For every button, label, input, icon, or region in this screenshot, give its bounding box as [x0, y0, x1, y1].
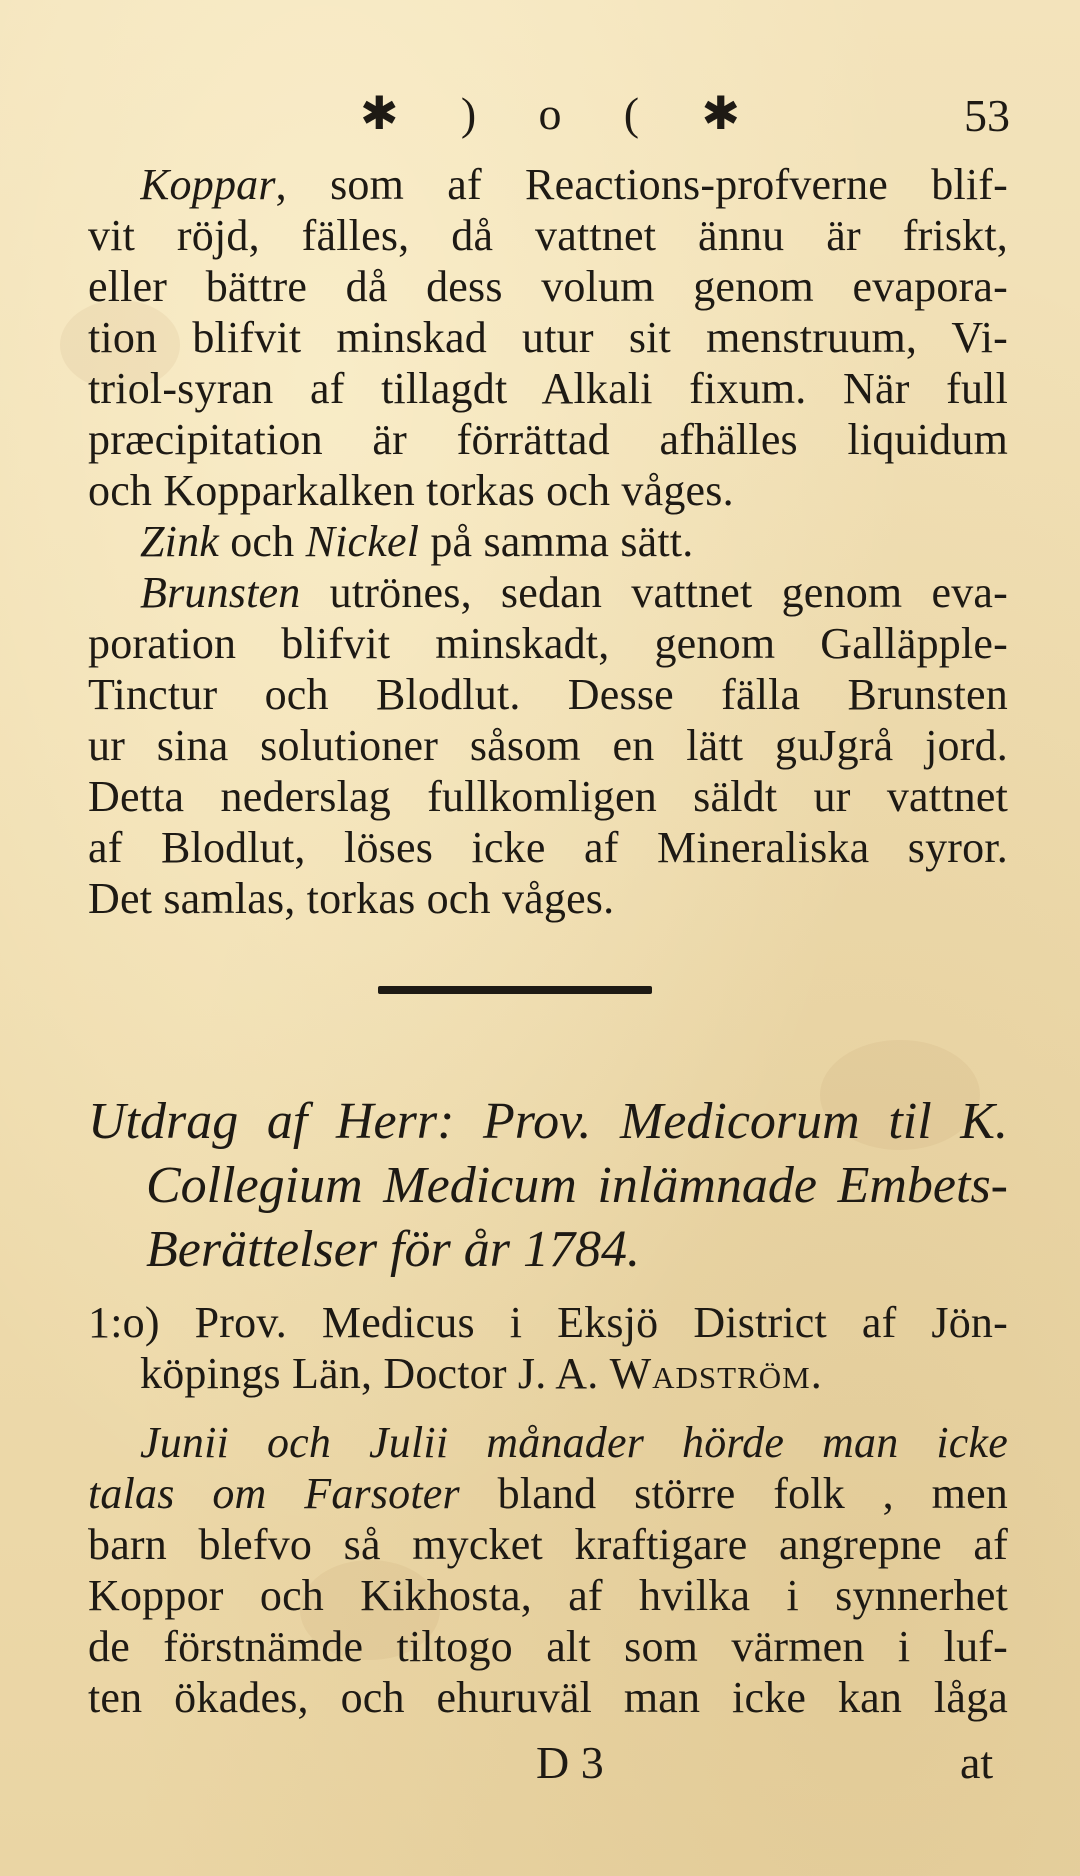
- text-line: [140, 160, 1008, 210]
- text-span: , som af Reactions-profverne blif-: [275, 160, 1008, 209]
- district-entry-line: 1:o) Prov. Medicus i Eksjö District af Jön-: [88, 1298, 1008, 1347]
- section-divider-rule: [378, 986, 652, 994]
- text-line: [140, 517, 1008, 567]
- physician-name: Wadström.: [609, 1349, 823, 1398]
- catchword: at: [960, 1737, 994, 1788]
- text-span: köpings Län, Doctor J. A.: [140, 1349, 610, 1398]
- text-line: af Blodlut, löses icke af Mineraliska syror.: [88, 823, 1008, 872]
- text-line: och Kopparkalken torkas och våges.: [88, 466, 734, 515]
- text-line: Det samlas, torkas och våges.: [88, 874, 615, 923]
- term-koppar: Koppar: [140, 160, 276, 209]
- text-line: ten ökades, och ehuruväl man icke kan låga: [88, 1673, 1008, 1722]
- text-line: poration blifvit minskadt, genom Galläpple-: [88, 619, 1008, 668]
- text-line: Tinctur och Blodlut. Desse fälla Brunsten: [88, 670, 1008, 719]
- text-line: barn blefvo så mycket kraftigare angrepne af: [88, 1520, 1008, 1569]
- text-span: på samma sätt.: [419, 517, 694, 566]
- text-line: vit röjd, fälles, då vattnet ännu är friskt,: [88, 211, 1008, 260]
- page-number: 53: [964, 90, 1010, 141]
- text-line: eller bättre då dess volum genom evapora-: [88, 262, 1008, 311]
- section-heading-line: Berättelser för år 1784.: [146, 1221, 640, 1278]
- term-zink: Zink: [140, 517, 220, 566]
- section-heading-line: Collegium Medicum inlämnade Embets-: [146, 1157, 1008, 1214]
- text-line: [140, 568, 1008, 618]
- district-entry-line: [140, 1349, 1008, 1399]
- text-span: bland större folk , men: [459, 1469, 1008, 1518]
- text-line: triol-syran af tillagdt Alkali fixum. När full: [88, 364, 1008, 413]
- text-line: ur sina solutioner såsom en lätt guJgrå jord.: [88, 721, 1008, 770]
- text-span: och: [219, 517, 306, 566]
- text-line: [88, 1469, 1008, 1519]
- text-line: tion blifvit minskad utur sit menstruum, Vi-: [88, 313, 1008, 362]
- signature-mark: D 3: [536, 1737, 604, 1788]
- text-span: utrönes, sedan vattnet genom eva-: [300, 568, 1008, 617]
- italic-span: talas om Farsoter: [88, 1469, 460, 1518]
- text-line: de förstnämde tiltogo alt som värmen i luf-: [88, 1622, 1008, 1671]
- text-line: Junii och Julii månader hörde man icke: [140, 1418, 1008, 1467]
- term-nickel: Nickel: [305, 517, 420, 566]
- term-brunsten: Brunsten: [140, 568, 301, 617]
- text-line: Koppor och Kikhosta, af hvilka i synnerhet: [88, 1571, 1008, 1620]
- text-line: præcipitation är förrättad afhälles liquidum: [88, 415, 1008, 464]
- text-line: Detta nederslag fullkomligen säldt ur vattnet: [88, 772, 1008, 821]
- running-head-ornament: ✱ ) o ( ✱: [360, 88, 740, 139]
- section-heading-line: Utdrag af Herr: Prov. Medicorum til K.: [88, 1093, 1008, 1150]
